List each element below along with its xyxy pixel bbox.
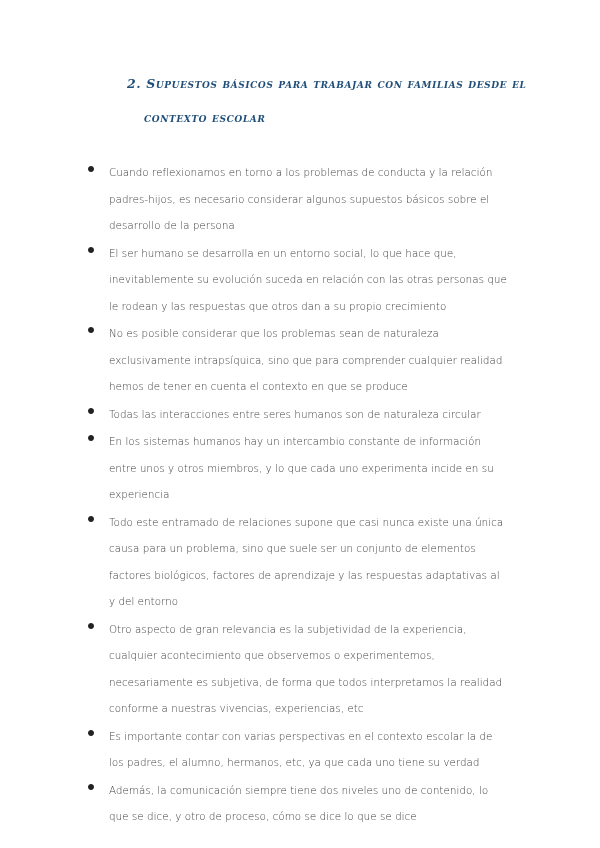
heading-line-1: 2. Supuestos básicos para trabajar con familias desde el	[127, 76, 527, 91]
list-item-text: Es importante contar con varias perspectivas en el contexto escolar la de los padres, el alumno, hermanos, etc, ya que cada uno tiene su verdad	[109, 730, 493, 769]
list-item	[88, 724, 508, 777]
list-item	[88, 617, 508, 723]
list-item-text: Otro aspecto de gran relevancia es la subjetividad de la experiencia, cualquier acontecimiento que observemos o experimentemos, necesariamente es subjetiva, de forma que todos interpretamos la realidad conforme a nuestras vivencias, experiencias, etc	[109, 623, 503, 715]
bullet-dot-icon	[88, 327, 94, 333]
list-item	[88, 402, 508, 429]
list-item	[88, 510, 508, 616]
list-item	[88, 778, 508, 831]
bullet-dot-icon	[88, 784, 94, 790]
list-item	[88, 429, 508, 509]
bullet-dot-icon	[88, 247, 94, 253]
bullet-dot-icon	[88, 408, 94, 414]
list-item-text: Todas las interacciones entre seres humanos son de naturaleza circular	[109, 408, 481, 421]
list-item-text: El ser humano se desarrolla en un entorno social, lo que hace que, inevitablemente su evolución suceda en relación con las otras personas que le rodean y las respuestas que otros dan a su propio crecimiento	[109, 247, 507, 313]
bullet-dot-icon	[88, 730, 94, 736]
list-item-text: No es posible considerar que los problemas sean de naturaleza exclusivamente intrapsíquica, sino que para comprender cualquier realidad hemos de tener en cuenta el contexto en que se produce	[109, 328, 503, 393]
list-item-text: Cuando reflexionamos en torno a los problemas de conducta y la relación padres-hijos, es necesario considerar algunos supuestos básicos sobre el desarrollo de la persona	[109, 167, 493, 232]
section-heading	[127, 74, 547, 128]
list-item	[88, 241, 508, 321]
bullet-list	[88, 160, 508, 832]
list-item-text: Además, la comunicación siempre tiene dos niveles uno de contenido, lo que se dice, y otro de proceso, cómo se dice lo que se dice	[109, 784, 489, 823]
list-item	[88, 321, 508, 401]
bullet-dot-icon	[88, 435, 94, 441]
bullet-dot-icon	[88, 166, 94, 172]
bullet-dot-icon	[88, 516, 94, 522]
heading-line-2: contexto escolar	[144, 110, 266, 125]
list-item-text: Todo este entramado de relaciones supone que casi nunca existe una única causa para un problema, sino que suele ser un conjunto de elementos factores biológicos, factores de aprendizaje y las respuestas adaptativas al y del entorno	[109, 516, 504, 608]
list-item	[88, 160, 508, 240]
list-item-text: En los sistemas humanos hay un intercambio constante de información entre unos y otros miembros, y lo que cada uno experimenta incide en su experiencia	[109, 436, 494, 501]
bullet-dot-icon	[88, 623, 94, 629]
